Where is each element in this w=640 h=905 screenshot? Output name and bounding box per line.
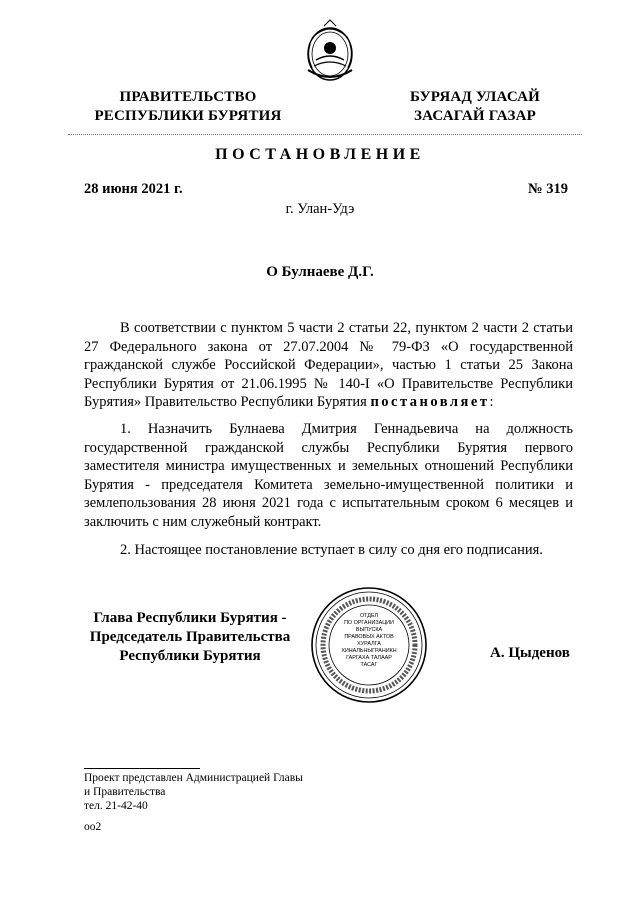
seal-line: ХИНАЛЬНЫГРАНИКН (341, 648, 397, 654)
signer-name: А. Цыденов (490, 645, 570, 661)
header-right-line: БУРЯАД УЛАСАЙ (409, 89, 541, 105)
seal-line: ОТДЕЛ (359, 613, 379, 619)
header-left-line: РЕСПУБЛИКИ БУРЯТИЯ (94, 108, 282, 124)
footnote-divider (84, 768, 200, 769)
resolution-verb: постановляет (370, 394, 490, 411)
seal-line: ПРАВОВЫХ АКТОВ (344, 634, 394, 640)
header-right-line: ЗАСАГАЙ ГАЗАР (414, 108, 536, 124)
document-subject: О Булнаеве Д.Г. (266, 264, 374, 280)
footnote-line: тел. 21-42-40 (84, 800, 148, 812)
signer-title-line: Республики Бурятия (119, 648, 261, 664)
seal-line: ГАРГАХА ТАЛААР (346, 655, 392, 661)
document-code: оо2 (84, 821, 102, 833)
body-paragraph-1-text: В соответствии с пунктом 5 части 2 статьи 22, пунктом 2 части 2 статьи 27 Федерального закона от 27.07.2004 № 79-ФЗ «О государственной гражданской службе Российской Федерации», частью 1 статьи 25 Закона Республики Бурятия от 21.06.1995 № 140-I «О Правительстве Республики Бурятия» Правительство Республики Бурятия (84, 320, 573, 411)
body-paragraph-3: 2. Настоящее постановление вступает в силу со дня его подписания. (120, 542, 543, 558)
seal-line: ПО ОРГАНИЗАЦИИ (344, 620, 394, 626)
document-number: № 319 (528, 181, 568, 197)
document-city: г. Улан-Удэ (285, 201, 355, 217)
footnote (84, 771, 303, 813)
header-right (394, 88, 556, 126)
footnote-line: Проект представлен Администрацией Главы (84, 772, 303, 784)
seal-line: ХУРАЛГА (357, 641, 381, 647)
header-left (88, 88, 288, 126)
header-left-line: ПРАВИТЕЛЬСТВО (119, 89, 257, 105)
signer-title-line: Председатель Правительства (89, 629, 291, 645)
seal-line: ТАСАГ (360, 662, 378, 668)
body-paragraph-1-end: : (489, 394, 494, 411)
document-type: ПОСТАНОВЛЕНИЕ (215, 146, 425, 163)
seal-line: ВЫПУСКА (355, 627, 383, 633)
body-paragraph-2: 1. Назначить Булнаева Дмитрия Геннадьевича на должность государственной гражданской службы Республики Бурятия первого заместителя министра имущественных и земельных отношений Республики Бурятия - председателя Комитета земельно-имущественной политики и землепользования 28 июня 2021 года с испытательным сроком 6 месяцев и заключить с ним служебный контракт. (84, 421, 573, 530)
body-paragraph-1 (84, 319, 573, 412)
signer-title-line: Глава Республики Бурятия - (93, 610, 287, 626)
official-seal (309, 585, 429, 705)
document-date: 28 июня 2021 г. (84, 181, 183, 197)
signer-title (88, 609, 292, 666)
header-divider (68, 134, 582, 135)
footnote-line: и Правительства (84, 786, 166, 798)
republic-emblem-icon (300, 18, 360, 86)
